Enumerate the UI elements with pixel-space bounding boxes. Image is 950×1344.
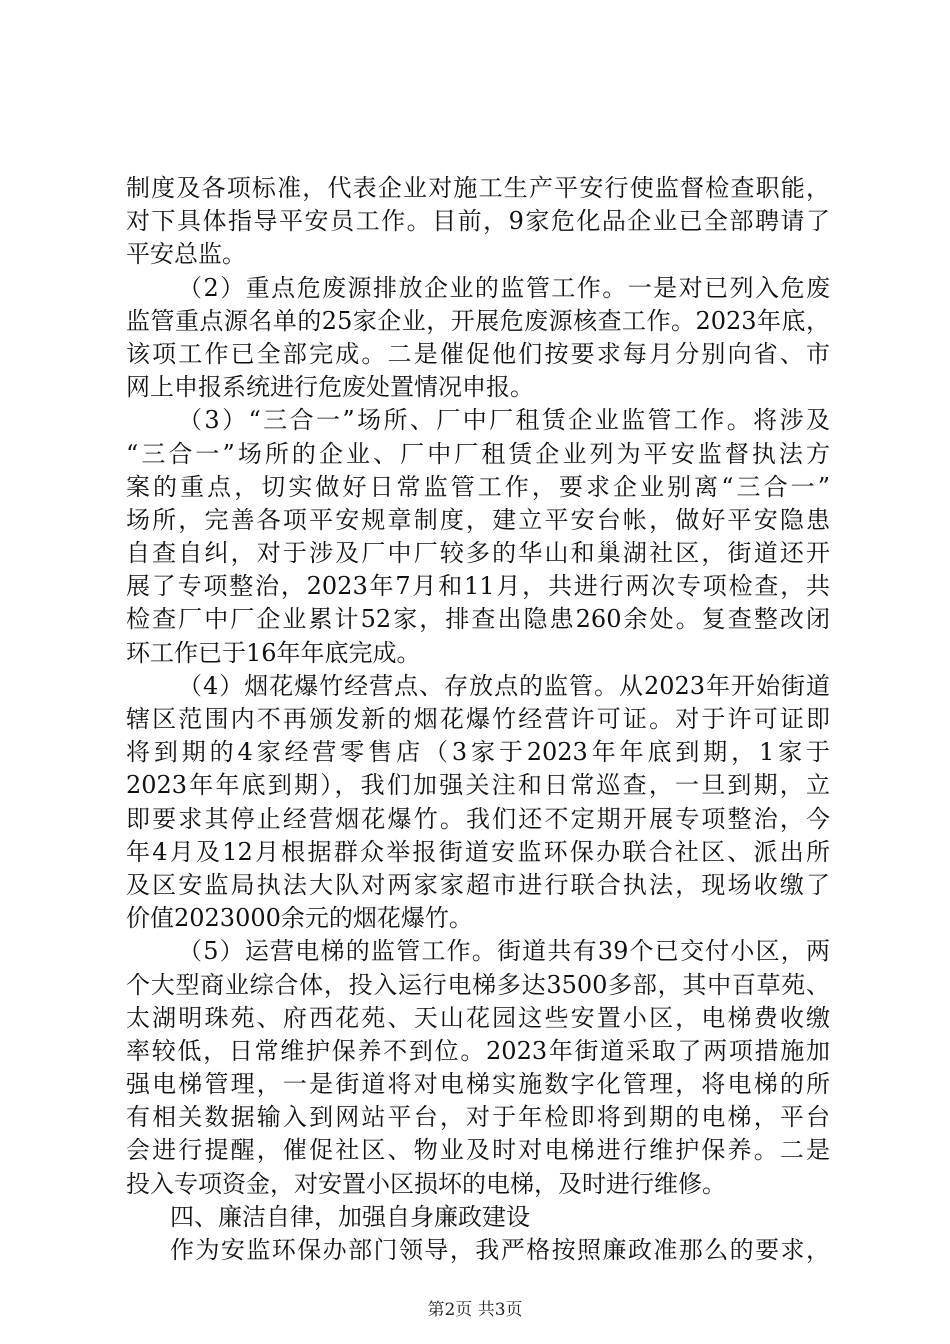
paragraph-start-line: （5）运营电梯的监管工作。街道共有39个已交付小区，两: [178, 937, 830, 966]
text-line: 场所，完善各项平安规章制度，建立平安台帐，做好平安隐患: [126, 505, 830, 534]
text-line: 2023年年底到期），我们加强关注和日常巡查，一旦到期，立: [126, 771, 830, 800]
paragraph-start-line: （3）“三合一”场所、厂中厂租赁企业监管工作。将涉及: [178, 406, 830, 435]
text-line: 检查厂中厂企业累计52家，排查出隐患260余处。复查整改闭: [126, 605, 830, 634]
page-number-footer: 第2页 共3页: [427, 1300, 523, 1320]
text-line: 环工作已于16年年底完成。: [126, 638, 421, 667]
text-line: 案的重点，切实做好日常监管工作，要求企业别离“三合一”: [126, 472, 830, 501]
document-body: [126, 172, 830, 1267]
text-line: 平安总监。: [126, 240, 246, 269]
paragraph-start-line: （4）烟花爆竹经营点、存放点的监管。从2023年开始街道: [178, 671, 830, 700]
text-line: 该项工作已全部完成。二是催促他们按要求每月分别向省、市: [126, 339, 830, 368]
text-line: 强电梯管理，一是街道将对电梯实施数字化管理，将电梯的所: [126, 1070, 830, 1099]
text-line: 对下具体指导平安员工作。目前，9家危化品企业已全部聘请了: [126, 207, 830, 236]
text-line: 网上申报系统进行危废处置情况申报。: [126, 373, 534, 402]
section-heading: 四、廉洁自律，加强自身廉政建设: [170, 1202, 530, 1231]
text-line: 个大型商业综合体，投入运行电梯多达3500多部，其中百草苑、: [126, 970, 830, 999]
text-line: 制度及各项标准，代表企业对施工生产平安行使监督检查职能，: [126, 174, 830, 202]
text-line: 年4月及12月根据群众举报街道安监环保办联合社区、派出所: [126, 837, 830, 866]
text-line: 价值2023000余元的烟花爆竹。: [126, 904, 473, 933]
text-line: 将到期的4家经营零售店（3家于2023年年底到期，1家于: [126, 738, 830, 767]
text-line: 会进行提醒，催促社区、物业及时对电梯进行维护保养。二是: [126, 1136, 830, 1165]
text-line: 及区安监局执法大队对两家家超市进行联合执法，现场收缴了: [126, 870, 830, 899]
text-line: 自查自纠，对于涉及厂中厂较多的华山和巢湖社区，街道还开: [126, 539, 830, 568]
text-line: 投入专项资金，对安置小区损坏的电梯，及时进行维修。: [126, 1169, 726, 1198]
text-line: 即要求其停止经营烟花爆竹。我们还不定期开展专项整治，今: [126, 804, 830, 833]
text-line: “三合一”场所的企业、厂中厂租赁企业列为平安监督执法方: [126, 439, 830, 468]
text-line: 辖区范围内不再颁发新的烟花爆竹经营许可证。对于许可证即: [126, 705, 830, 733]
text-line: 太湖明珠苑、府西花苑、天山花园这些安置小区，电梯费收缴: [126, 1003, 830, 1032]
text-line: 率较低，日常维护保养不到位。2023年街道采取了两项措施加: [126, 1036, 830, 1065]
paragraph-start-line: 作为安监环保办部门领导，我严格按照廉政准那么的要求，: [170, 1236, 830, 1264]
text-line: 监管重点源名单的25家企业，开展危废源核查工作。2023年底，: [126, 306, 830, 335]
paragraph-start-line: （2）重点危废源排放企业的监管工作。一是对已列入危废: [178, 273, 830, 302]
text-line: 展了专项整治，2023年7月和11月，共进行两次专项检查，共: [126, 572, 830, 601]
text-line: 有相关数据输入到网站平台，对于年检即将到期的电梯，平台: [126, 1103, 830, 1132]
